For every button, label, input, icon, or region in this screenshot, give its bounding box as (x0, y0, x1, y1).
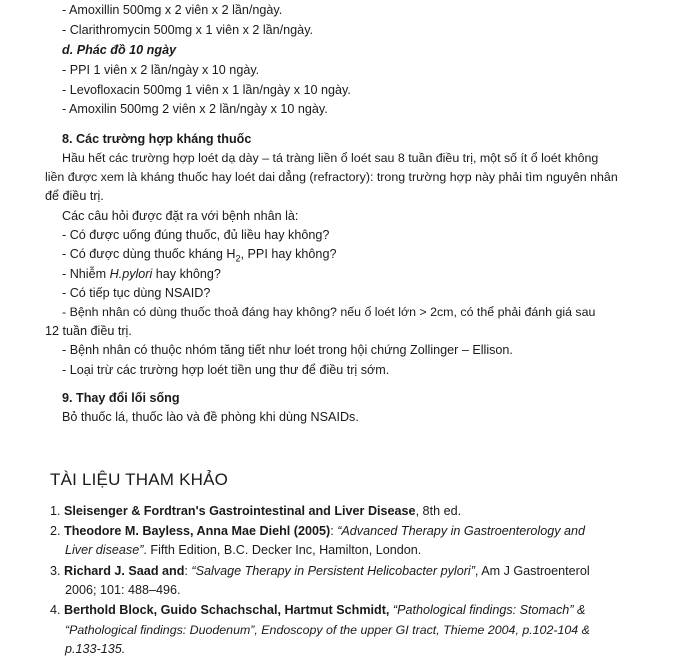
question-hpylori-em: H.pylori (109, 267, 153, 281)
reference-1-number: 1. (50, 504, 61, 518)
reference-4-line1 (50, 602, 585, 618)
question-nsaid: - Có tiếp tục dùng NSAID? (62, 286, 211, 300)
question-dosage: - Có được uống đúng thuốc, đủ liều hay không? (62, 228, 330, 242)
reference-2-number: 2. (50, 524, 61, 538)
section9-text: Bỏ thuốc lá, thuốc lào và đề phòng khi dùng NSAIDs. (62, 410, 359, 424)
section9-heading: 9. Thay đổi lối sống (62, 391, 180, 405)
references-heading: TÀI LIỆU THAM KHẢO (50, 470, 229, 489)
question-hpylori (62, 266, 221, 282)
question-hpylori-pre: - Nhiễm (62, 267, 110, 281)
question-h2-post: , PPI hay không? (240, 247, 337, 261)
reference-2-title-part1: “Advanced Therapy in Gastroenterology and (337, 524, 586, 538)
section8-para-line3: để điều trị. (45, 189, 104, 203)
reference-2-line1 (50, 523, 585, 539)
reference-4-line2: “Pathological findings: Duodenum”, Endoscopy of the upper GI tract, Thieme 2004, p.102-104 & (65, 623, 590, 637)
reference-1-rest: , 8th ed. (415, 504, 462, 518)
reference-3-number: 3. (50, 564, 61, 578)
reference-1-title: Sleisenger & Fordtran's Gastrointestinal and Liver Disease (64, 504, 416, 518)
question-adequate-line2: 12 tuần điều trị. (45, 324, 132, 338)
reference-3-line2: 2006; 101: 488–496. (65, 583, 181, 597)
regimen-d-item-amoxilin: - Amoxilin 500mg 2 viên x 2 lần/ngày x 10 ngày. (62, 102, 328, 116)
question-h2-pre: - Có được dùng thuốc kháng H (62, 247, 236, 261)
regimen-d-item-ppi: - PPI 1 viên x 2 lần/ngày x 10 ngày. (62, 63, 260, 77)
section8-para-line1: Hầu hết các trường hợp loét dạ dày – tá tràng liền ổ loét sau 8 tuần điều trị, một số ít ổ loét không (62, 151, 599, 165)
question-precancer: - Loại trừ các trường hợp loét tiền ung thư để điều trị sớm. (62, 363, 390, 377)
reference-3-line1 (50, 563, 590, 579)
section8-para-line2: liền được xem là kháng thuốc hay loét dai dẳng (refractory): trong trường hợp này phải tìm nguyên nhân (45, 170, 618, 184)
reference-2-colon: : (330, 524, 338, 538)
top-item-amoxillin: - Amoxillin 500mg x 2 viên x 2 lần/ngày. (62, 3, 283, 17)
reference-2-rest: . Fifth Edition, B.C. Decker Inc, Hamilton, London. (143, 543, 422, 557)
section8-heading: 8. Các trường hợp kháng thuốc (62, 132, 252, 146)
question-h2-ppi (62, 246, 336, 267)
top-item-clarithromycin: - Clarithromycin 500mg x 1 viên x 2 lần/ngày. (62, 23, 314, 37)
question-zollinger: - Bệnh nhân có thuộc nhóm tăng tiết như loét trong hội chứng Zollinger – Ellison. (62, 343, 513, 357)
reference-4-title-part1: “Pathological findings: Stomach” & (389, 603, 586, 617)
reference-2-authors: Theodore M. Bayless, Anna Mae Diehl (2005) (64, 524, 331, 538)
regimen-d-heading: d. Phác đồ 10 ngày (62, 43, 177, 57)
reference-3-journal: , Am J Gastroenterol (474, 564, 590, 578)
reference-4-authors: Berthold Block, Guido Schachschal, Hartmut Schmidt, (64, 603, 390, 617)
regimen-d-item-levofloxacin: - Levofloxacin 500mg 1 viên x 1 lần/ngày x 10 ngày. (62, 83, 351, 97)
reference-1 (50, 503, 461, 519)
reference-3-title: “Salvage Therapy in Persistent Helicobacter pylori” (191, 564, 475, 578)
reference-4-number: 4. (50, 603, 61, 617)
reference-2-title-part2: Liver disease” (65, 543, 144, 557)
question-hpylori-post: hay không? (152, 267, 221, 281)
reference-4-line3: p.133-135. (65, 642, 126, 656)
question-h2-subscript: 2 (235, 253, 241, 264)
section8-questions-intro: Các câu hỏi được đặt ra với bệnh nhân là: (62, 209, 299, 223)
question-adequate-line1: - Bệnh nhân có dùng thuốc thoả đáng hay không? nếu ổ loét lớn > 2cm, có thể phải đánh giá sau (62, 305, 596, 319)
reference-2-line2 (65, 542, 421, 558)
reference-3-authors: Richard J. Saad and (64, 564, 185, 578)
reference-3-colon: : (184, 564, 192, 578)
